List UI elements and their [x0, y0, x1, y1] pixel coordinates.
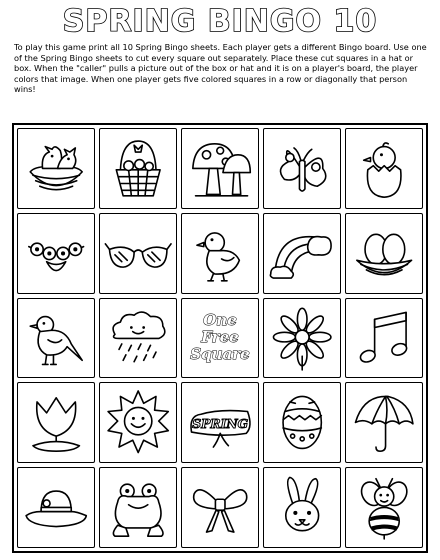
spring-word-icon	[186, 387, 254, 458]
bingo-cell-mushroom[interactable]	[181, 128, 259, 209]
bee-icon	[350, 472, 418, 543]
bingo-cell-hatching-chick[interactable]	[345, 128, 423, 209]
chick-icon	[186, 218, 254, 289]
umbrella-icon	[350, 387, 418, 458]
bingo-cell-spring-word[interactable]	[181, 382, 259, 463]
rain-cloud-icon	[104, 303, 172, 374]
bingo-cell-butterfly[interactable]	[263, 128, 341, 209]
bingo-cell-egg-nest[interactable]	[345, 213, 423, 294]
free-square-text: One Free Square	[190, 311, 250, 364]
bingo-cell-music-note[interactable]	[345, 298, 423, 379]
mushroom-icon	[186, 133, 254, 204]
bingo-cell-umbrella[interactable]	[345, 382, 423, 463]
bingo-cell-daisy[interactable]	[263, 298, 341, 379]
page-title: SPRING BINGO 10	[62, 4, 378, 39]
instructions-text: To play this game print all 10 Spring Bingo sheets. Each player gets a different Bingo board. Use one of the Spring Bingo sheets to cut every square out separately. Place these cut squares in a hat or box. When the "caller" pulls a picture out of the box or hat and it is on a player's board, the player colors that image. When one player gets five colored squares in a row or diagonally that person wins!	[14, 42, 427, 95]
bingo-cell-easter-egg[interactable]	[263, 382, 341, 463]
bingo-cell-bow[interactable]	[181, 467, 259, 548]
bingo-board	[12, 123, 428, 553]
bingo-cell-frog[interactable]	[99, 467, 177, 548]
bingo-cell-sun-hat[interactable]	[17, 467, 95, 548]
tulip-icon	[22, 387, 90, 458]
bingo-cell-songbird[interactable]	[17, 298, 95, 379]
bingo-cell-bunny[interactable]	[263, 467, 341, 548]
spring-word-label: SPRING	[192, 416, 248, 432]
bingo-cell-bee[interactable]	[345, 467, 423, 548]
bingo-cell-chick[interactable]	[181, 213, 259, 294]
bow-icon	[186, 472, 254, 543]
bingo-cell-flower-garland[interactable]	[17, 213, 95, 294]
bunny-icon	[268, 472, 336, 543]
flower-garland-icon	[22, 218, 90, 289]
bingo-cell-sunglasses[interactable]	[99, 213, 177, 294]
hatching-chick-icon	[350, 133, 418, 204]
sun-hat-icon	[22, 472, 90, 543]
sun-icon	[104, 387, 172, 458]
music-note-icon	[350, 303, 418, 374]
frog-icon	[104, 472, 172, 543]
songbird-icon	[22, 303, 90, 374]
bingo-cell-tulip[interactable]	[17, 382, 95, 463]
bingo-cell-rain-cloud[interactable]	[99, 298, 177, 379]
rainbow-icon	[268, 218, 336, 289]
flower-basket-icon	[104, 133, 172, 204]
daisy-icon	[268, 303, 336, 374]
bingo-cell-rainbow[interactable]	[263, 213, 341, 294]
bird-nest-icon	[22, 133, 90, 204]
butterfly-icon	[268, 133, 336, 204]
bingo-cell-bird-nest[interactable]	[17, 128, 95, 209]
easter-egg-icon	[268, 387, 336, 458]
sunglasses-icon	[104, 218, 172, 289]
bingo-cell-free-square[interactable]	[181, 298, 259, 379]
egg-nest-icon	[350, 218, 418, 289]
bingo-cell-flower-basket[interactable]	[99, 128, 177, 209]
bingo-cell-sun[interactable]	[99, 382, 177, 463]
